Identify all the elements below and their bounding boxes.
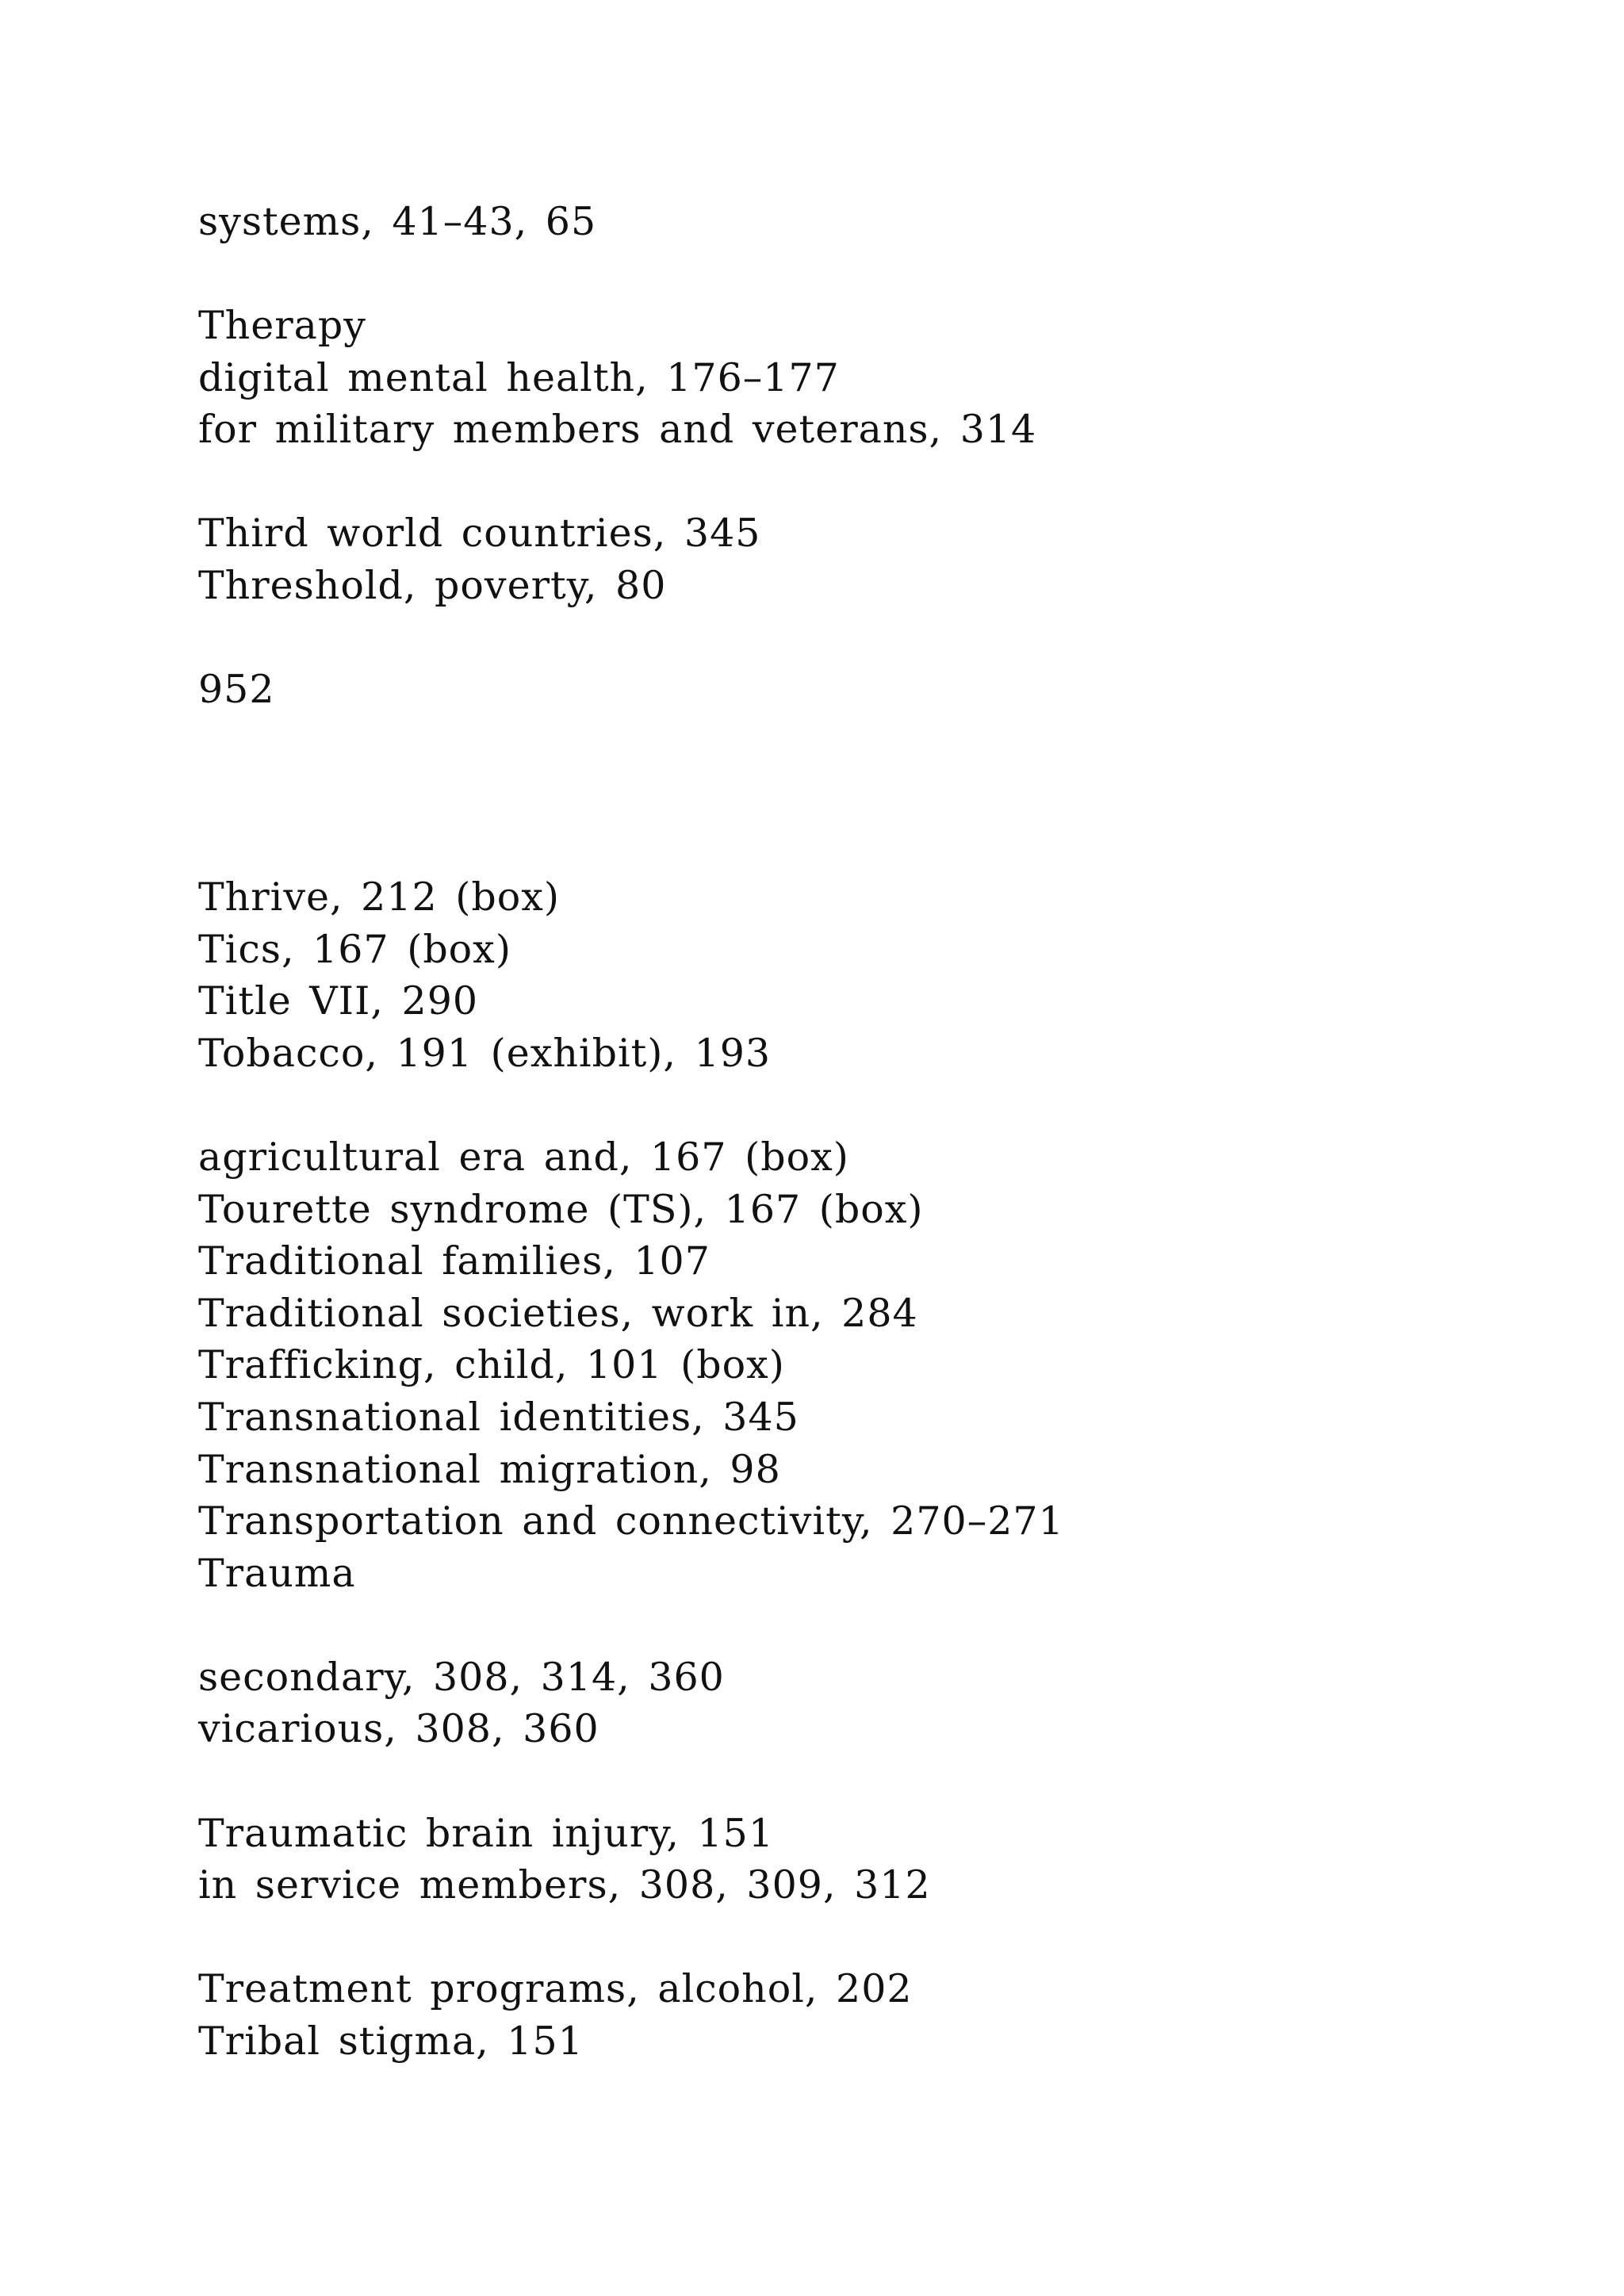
index-entry-third-world: Third world countries, 345	[198, 511, 761, 556]
index-subentry-vicarious: vicarious, 308, 360	[198, 1706, 599, 1751]
index-entry-transportation: Transportation and connectivity, 270–271	[198, 1498, 1064, 1544]
index-entry-tics: Tics, 167 (box)	[198, 927, 511, 972]
index-entry-title-vii: Title VII, 290	[198, 978, 479, 1024]
index-entry-traumatic-brain-injury: Traumatic brain injury, 151	[198, 1811, 774, 1856]
index-subentry-military-members: for military members and veterans, 314	[198, 407, 1037, 452]
index-entry-treatment-programs: Treatment programs, alcohol, 202	[198, 1966, 913, 2011]
index-entry-thrive: Thrive, 212 (box)	[198, 874, 561, 920]
index-entry-trauma: Trauma	[198, 1551, 356, 1596]
index-entry-transnational-migration: Transnational migration, 98	[198, 1447, 781, 1492]
index-subentry-digital-mental-health: digital mental health, 176–177	[198, 355, 840, 400]
index-entry-therapy: Therapy	[198, 303, 366, 348]
index-subentry-agricultural-era: agricultural era and, 167 (box)	[198, 1135, 849, 1180]
index-entry-transnational-identities: Transnational identities, 345	[198, 1395, 799, 1440]
index-entry-threshold: Threshold, poverty, 80	[198, 563, 667, 608]
index-entry-tribal-stigma: Tribal stigma, 151	[198, 2019, 584, 2064]
index-entry-tobacco: Tobacco, 191 (exhibit), 193	[198, 1031, 772, 1076]
index-subentry-secondary: secondary, 308, 314, 360	[198, 1655, 725, 1700]
index-entry-systems: systems, 41–43, 65	[198, 199, 597, 244]
index-entry-trafficking: Trafficking, child, 101 (box)	[198, 1342, 785, 1387]
index-entry-traditional-societies: Traditional societies, work in, 284	[198, 1291, 918, 1336]
index-subentry-service-members: in service members, 308, 309, 312	[198, 1862, 931, 1908]
index-entry-traditional-families: Traditional families, 107	[198, 1238, 710, 1284]
page-number: 952	[198, 667, 275, 712]
index-entry-tourette: Tourette syndrome (TS), 167 (box)	[198, 1187, 924, 1232]
